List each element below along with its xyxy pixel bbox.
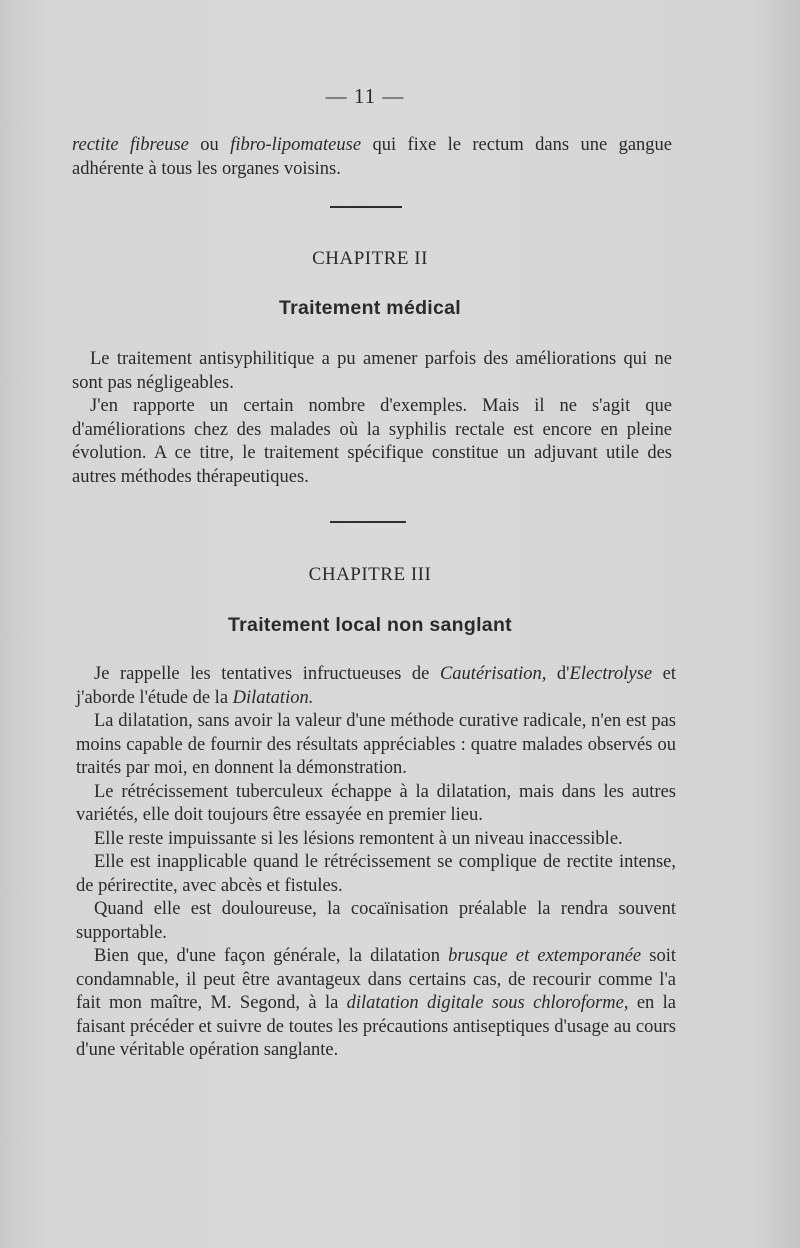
chapter-title: Traitement local non sanglant: [228, 614, 512, 636]
chapter-label: CHAPITRE II: [312, 248, 428, 269]
paragraph: La dilatation, sans avoir la valeur d'une méthode curative radicale, n'en est pas moins capable de fournir des résultats appréciables : quatre malades observés ou traités par moi, en donnent la démonstration.: [76, 711, 676, 778]
chapter3-body: [76, 663, 676, 1063]
section-divider: [330, 206, 402, 208]
paragraph: J'en rapporte un certain nombre d'exemples. Mais il ne s'agit que d'améliorations chez des malades où la syphilis rectale est encore en pleine évolution. A ce titre, le traitement spécifique constitue un adjuvant utile des autres méthodes thérapeutiques.: [72, 396, 672, 487]
italic-term: fibro-lipomateuse: [230, 135, 362, 155]
paragraph: Je rappelle les tentatives infructueuses de Cautérisation, d'Electrolyse et j'aborde l'étude de la Dilatation.: [76, 664, 676, 708]
paragraph: Elle est inapplicable quand le rétrécissement se complique de rectite intense, de périrectite, avec abcès et fistules.: [76, 852, 676, 896]
chapter-title: Traitement médical: [278, 297, 462, 319]
paragraph: Le rétrécissement tuberculeux échappe à la dilatation, mais dans les autres variétés, elle doit toujours être essayée en premier lieu.: [76, 781, 676, 825]
intro-paragraph: rectite fibreuse ou fibro-lipomateuse qui fixe le rectum dans une gangue adhérente à tous les organes voisins.: [72, 135, 672, 179]
section-divider: [330, 521, 406, 523]
paragraph: Quand elle est douloureuse, la cocaïnisation préalable la rendra souvent supportable.: [76, 899, 676, 943]
paragraph: Elle reste impuissante si les lésions remontent à un niveau inaccessible.: [94, 828, 623, 849]
paragraph: Bien que, d'une façon générale, la dilatation brusque et extemporanée soit condamnable, il peut être avantageux dans certains cas, de recourir comme l'a fait mon maître, M. Segond, à la dilatation digitale sous chloroforme, en la faisant précéder et suivre de toutes les précautions antiseptiques d'usage au cours d'une véritable opération sanglante.: [76, 946, 676, 1060]
chapter2-body: [72, 348, 672, 489]
paragraph: Le traitement antisyphilitique a pu amener parfois des améliorations qui ne sont pas négligeables.: [72, 349, 672, 393]
italic-term: rectite fibreuse: [72, 135, 189, 155]
chapter-label: CHAPITRE III: [308, 564, 432, 585]
page-number: — 11 —: [325, 84, 405, 108]
